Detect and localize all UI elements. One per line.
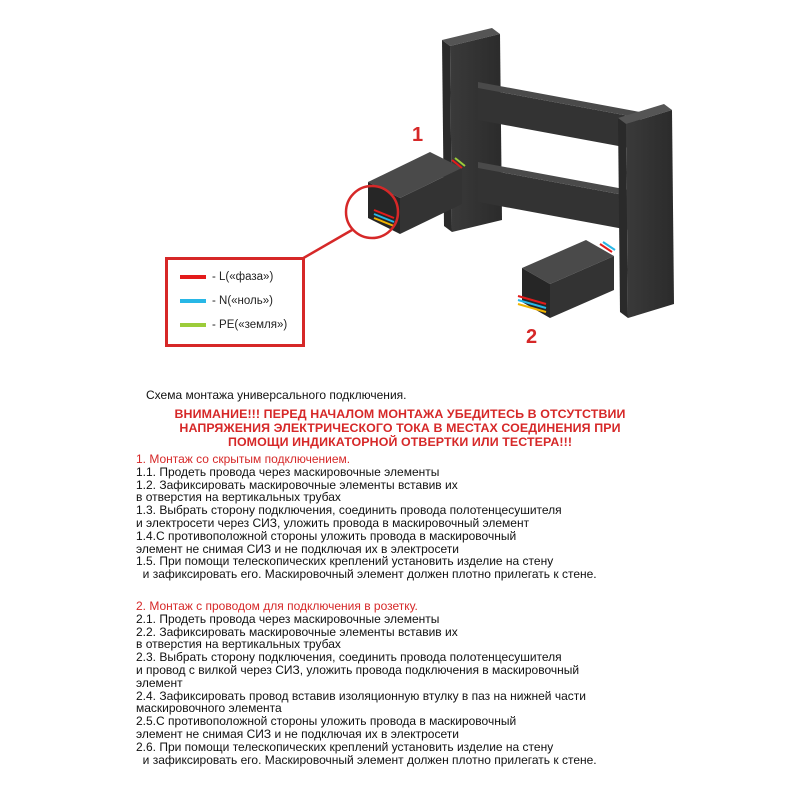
instruction-line: в отверстия на вертикальных трубах xyxy=(136,490,341,505)
legend-label: - PE(«земля») xyxy=(212,319,288,331)
legend-item-neutral xyxy=(180,294,273,308)
intro-text: Схема монтажа универсального подключения. xyxy=(146,388,407,402)
instruction-line: элемент не снимая СИЗ и не подключая их в электросети xyxy=(136,541,459,556)
instruction-line: 2.1. Продеть провода через маскировочные элементы xyxy=(136,611,440,626)
phase-wire-swatch xyxy=(180,275,206,279)
legend-label: - N(«ноль») xyxy=(212,295,273,307)
instruction-line: 1.2. Зафиксировать маскировочные элементы вставив их xyxy=(136,477,458,492)
instruction-line: 1.3. Выбрать сторону подключения, соединить провода полотенцесушителя xyxy=(136,503,562,518)
warning-line: ПОМОЩИ ИНДИКАТОРНОЙ ОТВЕРТКИ ИЛИ ТЕСТЕРА!!! xyxy=(227,435,573,449)
section-hidden-connection xyxy=(136,453,676,581)
instruction-line: и электросети через СИЗ, уложить провода в маскировочный элемент xyxy=(136,515,530,530)
channel-2-number: 2 xyxy=(526,326,538,348)
instruction-line: и зафиксировать его. Маскировочный элемент должен плотно прилегать к стене. xyxy=(136,752,597,767)
instruction-line: 1.4.С противоположной стороны уложить провода в маскировочный xyxy=(136,528,517,543)
channel-1-number: 1 xyxy=(412,124,424,146)
ground-wire-swatch xyxy=(180,323,206,327)
section-heading: 1. Монтаж со скрытым подключением. xyxy=(136,452,351,466)
legend-item-phase xyxy=(180,270,273,284)
instruction-line: и провод с вилкой через СИЗ, уложить провода подключения в маскировочный xyxy=(136,662,580,677)
instruction-line: 2.2. Зафиксировать маскировочные элементы вставив их xyxy=(136,624,458,639)
section-heading: 2. Монтаж с проводом для подключения в розетку. xyxy=(136,599,418,613)
horizontal-bars xyxy=(478,82,640,232)
cable-channel-2 xyxy=(518,240,615,318)
wire-color-legend xyxy=(165,257,305,347)
instruction-line: 2.3. Выбрать сторону подключения, соединить провода полотенцесушителя xyxy=(136,650,562,665)
instruction-line: 2.4. Зафиксировать провод вставив изоляционную втулку в паз на нижней части xyxy=(136,688,586,703)
neutral-wire-swatch xyxy=(180,299,206,303)
instruction-line: элемент не снимая СИЗ и не подключая их в электросети xyxy=(136,726,459,741)
instruction-line: в отверстия на вертикальных трубах xyxy=(136,637,341,652)
safety-warning xyxy=(130,407,670,449)
instruction-line: 1.1. Продеть провода через маскировочные элементы xyxy=(136,464,440,479)
right-vertical-pipe xyxy=(618,104,674,318)
instruction-line: маскировочного элемента xyxy=(136,701,282,716)
towel-dryer-diagram xyxy=(0,0,800,380)
instruction-line: 2.6. При помощи телескопических креплений установить изделие на стену xyxy=(136,739,554,754)
legend-item-ground xyxy=(180,318,287,332)
instruction-line: и зафиксировать его. Маскировочный элемент должен плотно прилегать к стене. xyxy=(136,567,597,582)
instruction-line: 1.5. При помощи телескопических креплений установить изделие на стену xyxy=(136,554,554,569)
instruction-line: 2.5.С противоположной стороны уложить провода в маскировочный xyxy=(136,714,517,729)
section-plug-connection xyxy=(136,600,676,766)
instruction-line: элемент xyxy=(136,675,183,690)
warning-line: НАПРЯЖЕНИЯ ЭЛЕКТРИЧЕСКОГО ТОКА В МЕСТАХ СОЕДИНЕНИЯ ПРИ xyxy=(179,421,621,435)
legend-label: - L(«фаза») xyxy=(212,271,274,283)
warning-line: ВНИМАНИЕ!!! ПЕРЕД НАЧАЛОМ МОНТАЖА УБЕДИТЕСЬ В ОТСУТСТВИИ xyxy=(174,407,626,421)
